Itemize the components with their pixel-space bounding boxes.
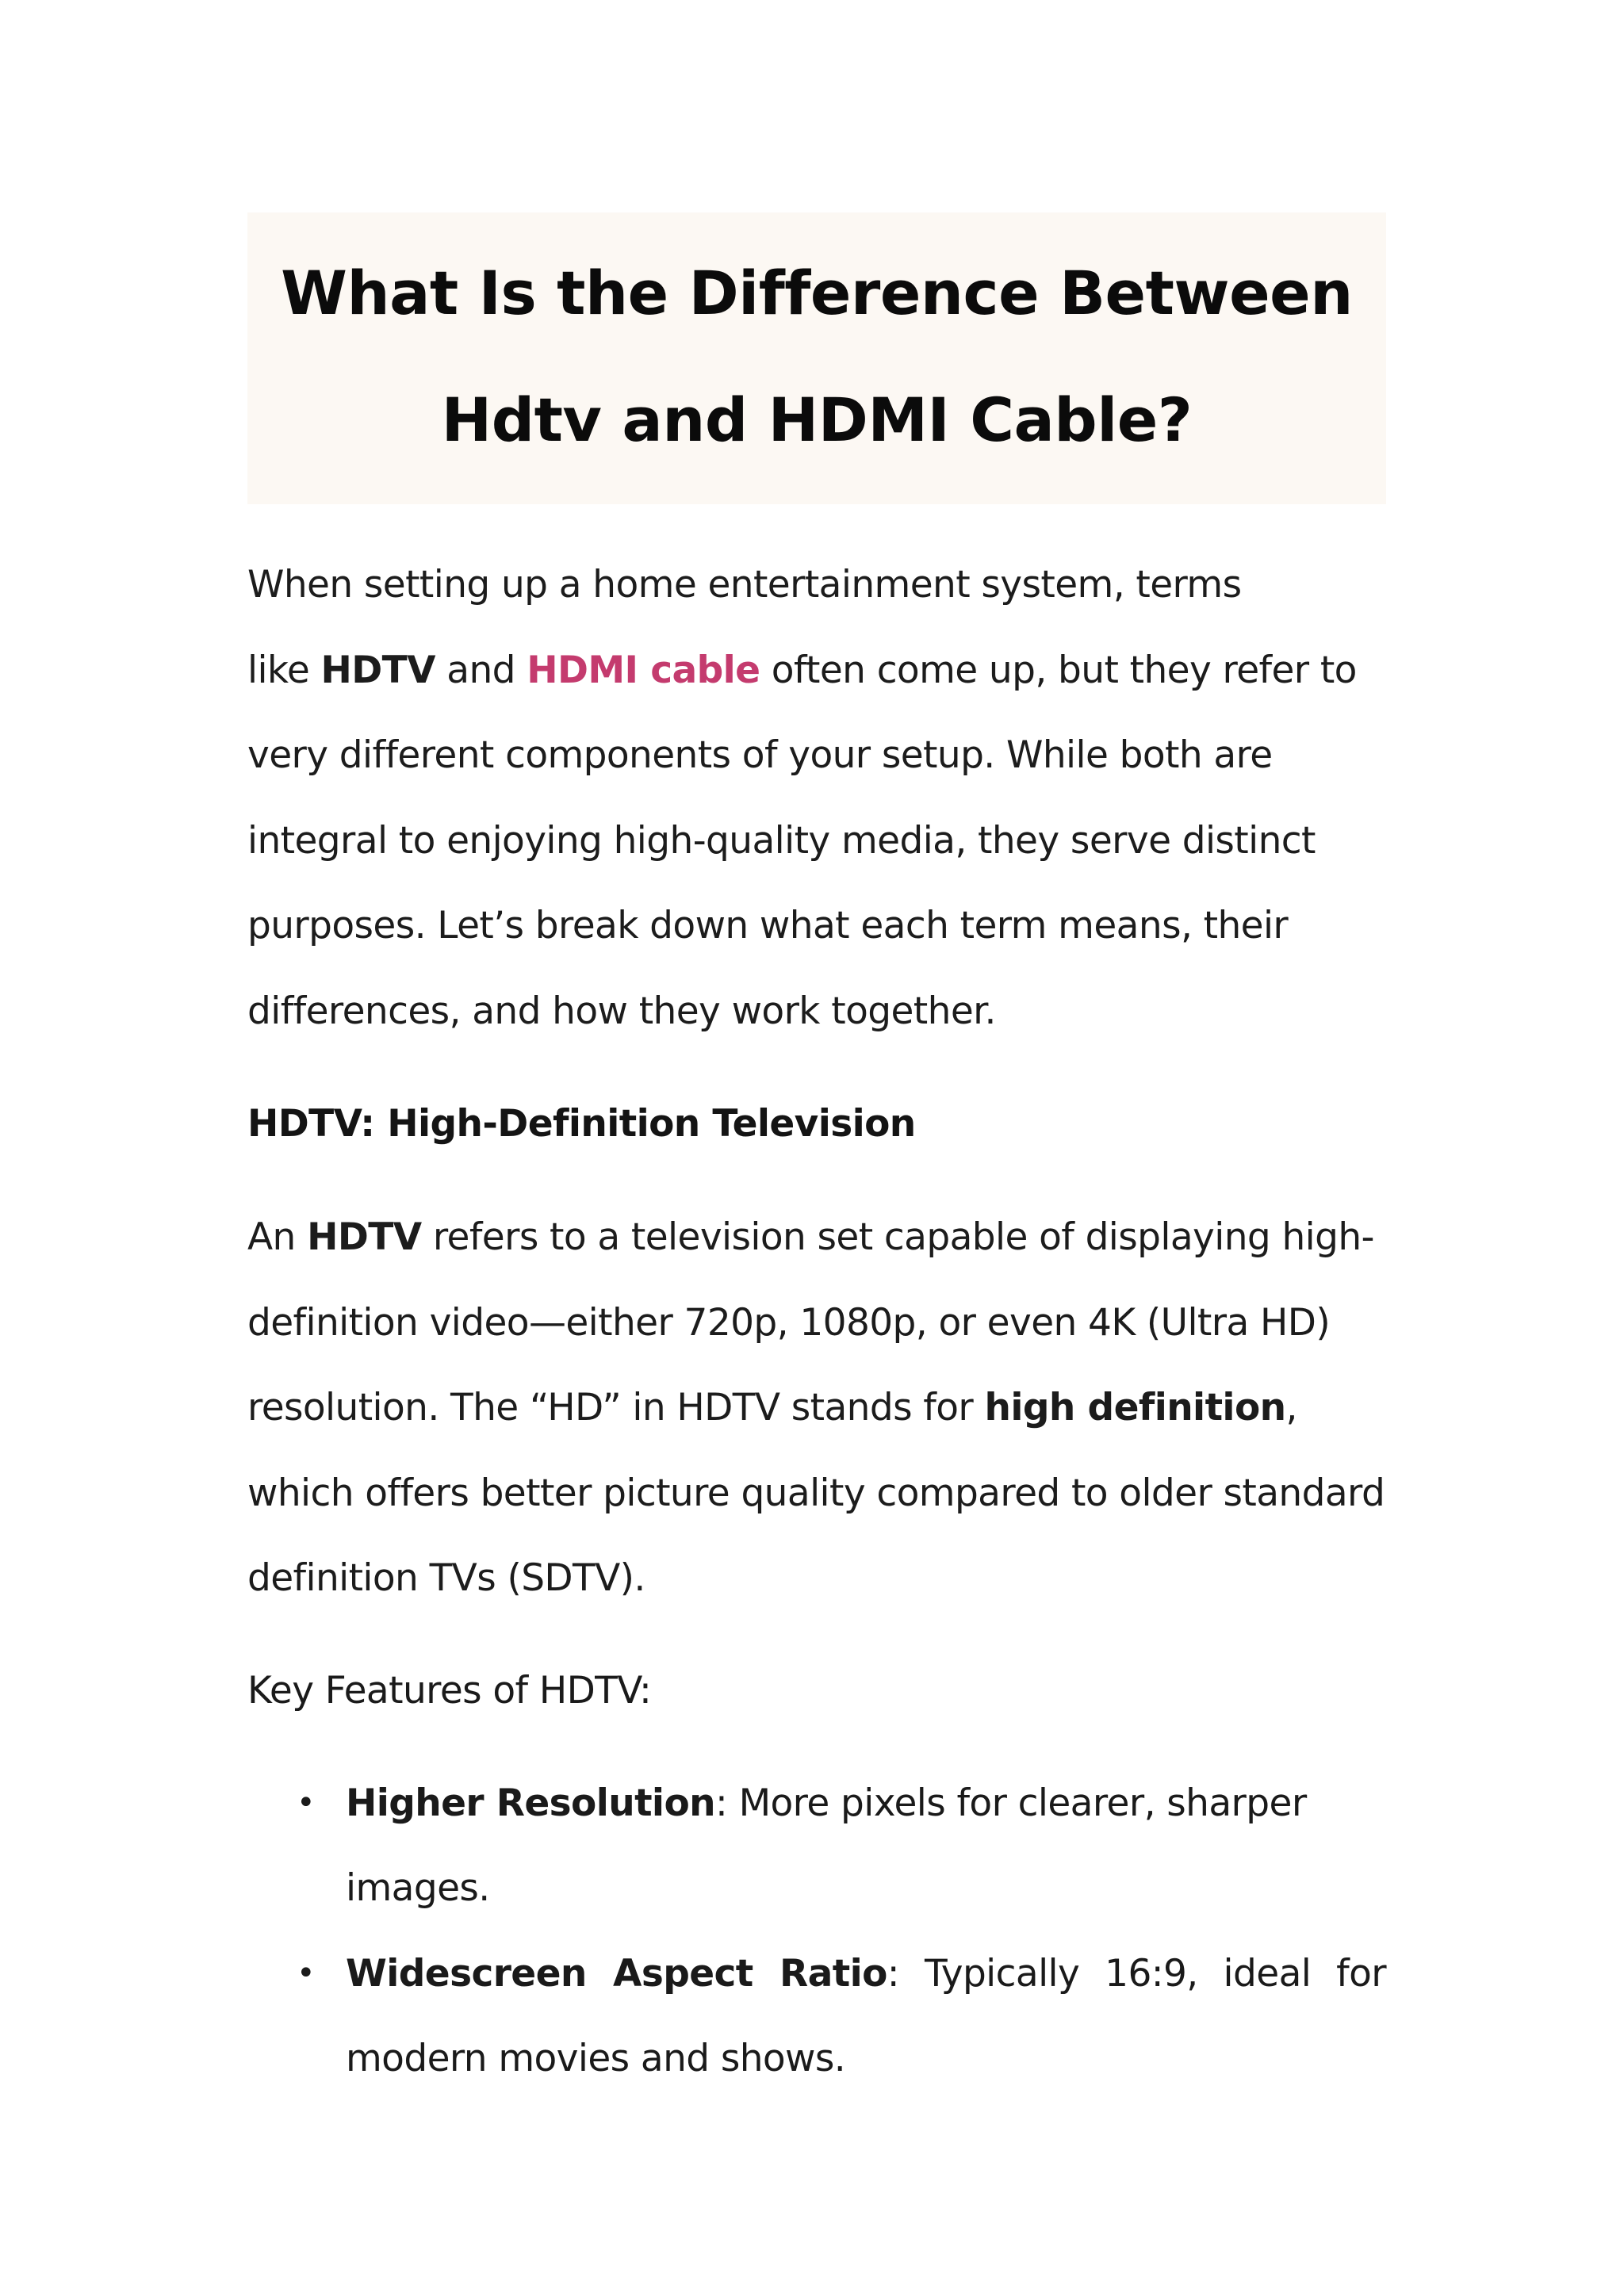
hdtv-p-high-definition: high definition (984, 1386, 1286, 1429)
hdtv-p-term: HDTV (307, 1215, 422, 1259)
list-item (247, 1931, 1386, 2102)
list-item (247, 1761, 1386, 1931)
hdtv-p-an: An (247, 1215, 308, 1259)
article (247, 212, 1386, 2102)
feature-term: Higher Resolution (346, 1781, 715, 1825)
key-features-label: Key Features of HDTV: (247, 1668, 652, 1712)
intro-hdtv-term: HDTV (320, 648, 435, 692)
title-banner (247, 212, 1386, 504)
hdtv-p-part1: refers to a television set capable of displaying high-definition video—either 720p, 1080p, or even 4K (Ultra HD) resolution. The “HD” in HDTV stands for (247, 1215, 1374, 1429)
hdtv-paragraph (247, 1195, 1386, 1621)
intro-line-1: When setting up a home entertainment system, terms (247, 563, 1242, 607)
page-title-line-2: Hdtv and HDMI Cable? (441, 385, 1193, 455)
intro-and: and (435, 648, 527, 692)
hdtv-p-part2: , which offers better picture quality compared to older standard definition TVs (SDTV). (247, 1386, 1385, 1600)
intro-rest: often come up, but they refer to very different components of your setup. While both are integral to enjoying high-quality media, they serve distinct purposes. Let’s break down what each term means, their differences, and how they work together. (247, 648, 1357, 1033)
page-title-line-1: What Is the Difference Between (281, 258, 1353, 328)
features-list (247, 1761, 1386, 2102)
intro-paragraph (247, 542, 1386, 1054)
feature-desc: : More pixels for clearer, sharper images. (346, 1781, 1307, 1910)
feature-term: Widescreen Aspect Ratio (346, 1951, 887, 1996)
intro-like: like (247, 648, 321, 692)
feature-desc: : Typically 16:9, ideal for modern movies and shows. (346, 1951, 1386, 2080)
bullet-icon: • (297, 1954, 315, 1992)
bullet-icon: • (297, 1784, 315, 1821)
hdmi-cable-link[interactable]: HDMI cable (527, 648, 760, 692)
section-heading-hdtv: HDTV: High-Definition Television (247, 1102, 916, 1146)
